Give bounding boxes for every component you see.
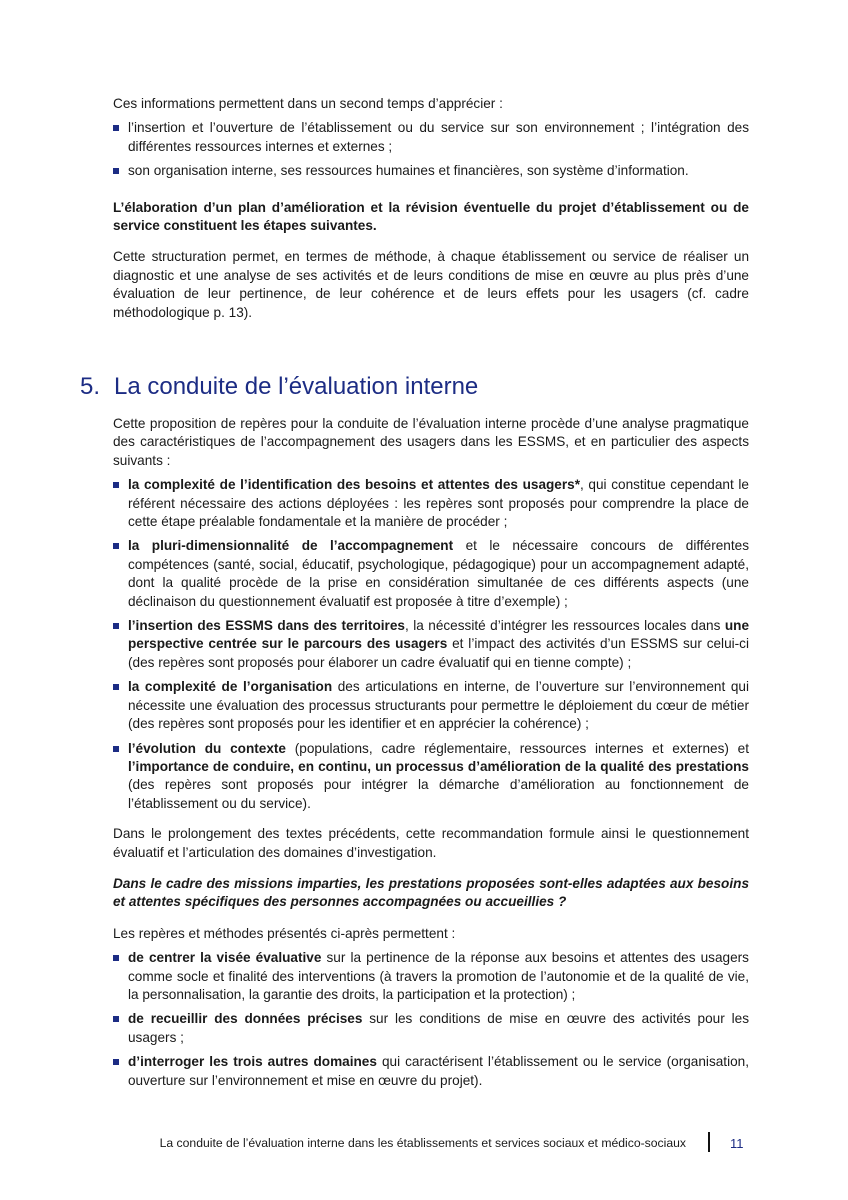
square-bullet-icon [113, 543, 119, 549]
square-bullet-icon [113, 746, 119, 752]
list-item: la pluri-dimensionnalité de l’accompagnement et le nécessaire concours de différentes compétences (santé, social, éducatif, psychologique, pédagogique) pour un accompagnement adapté, dont la qualité procède de la prise en considération simultanée de ces différents aspects (une déclinaison du questionnement évaluatif est proposée à titre d’exemple) ; [113, 537, 749, 611]
list-item: l’insertion des ESSMS dans des territoires, la nécessité d’intégrer les ressources locales dans une perspective centrée sur le parcours des usagers et l’impact des activités d’un ESSMS sur celui-ci (des repères sont proposés pour élaborer un cadre évaluatif qui en tienne compte) ; [113, 617, 749, 672]
page-number: 11 [730, 1136, 744, 1151]
bold-paragraph: L’élaboration d’un plan d’amélioration et la révision éventuelle du projet d’établissement ou de service constituent les étapes suivantes. [113, 199, 749, 234]
square-bullet-icon [113, 125, 119, 131]
list-item: la complexité de l’organisation des articulations en interne, de l’ouverture sur l’environnement qui nécessite une évaluation des processus structurants pour permettre le déploiement du cœur de métier (des repères sont proposés pour les identifier et en apprécier la cohérence) ; [113, 678, 749, 733]
list-item: de recueillir des données précises sur les conditions de mise en œuvre des activités pour les usagers ; [113, 1010, 749, 1047]
method-bullet-list [113, 949, 749, 1090]
list-item: la complexité de l’identification des besoins et attentes des usagers*, qui constitue cependant le référent nécessaire des actions déployées : les repères sont proposés pour comprendre la place de cette étape préalable fondamentale et la manière de procéder ; [113, 476, 749, 531]
footer-divider [708, 1132, 710, 1152]
square-bullet-icon [113, 1059, 119, 1065]
section-number: 5. [80, 373, 101, 400]
section-title: La conduite de l’évaluation interne [114, 373, 479, 400]
square-bullet-icon [113, 168, 119, 174]
section-bullet-list [113, 476, 749, 813]
intro-lead: Ces informations permettent dans un second temps d’apprécier : [113, 96, 503, 111]
square-bullet-icon [113, 1016, 119, 1022]
section-body [113, 415, 749, 1096]
key-question: Dans le cadre des missions imparties, les prestations proposées sont-elles adaptées aux besoins et attentes spécifiques des personnes accompagnées ou accueillies ? [113, 875, 749, 910]
section-intro: Cette proposition de repères pour la conduite de l’évaluation interne procède d’une analyse pragmatique des caractéristiques de l’accompagnement des usagers dans les ESSMS, et en particulier des aspects suivants : [113, 416, 749, 468]
intro-bullet-list [113, 119, 749, 180]
square-bullet-icon [113, 623, 119, 629]
page-footer [0, 1136, 848, 1156]
list-item: de centrer la visée évaluative sur la pertinence de la réponse aux besoins et attentes des usagers comme socle et finalité des interventions (à travers la promotion de l’autonomie et de la qualité de vie, la personnalisation, la garantie des droits, la participation et la protection) ; [113, 949, 749, 1004]
list-item: son organisation interne, ses ressources humaines et financières, son système d’information. [113, 162, 749, 180]
page-body [113, 95, 749, 322]
square-bullet-icon [113, 482, 119, 488]
square-bullet-icon [113, 955, 119, 961]
square-bullet-icon [113, 684, 119, 690]
footer-title: La conduite de l’évaluation interne dans les établissements et services sociaux et médico-sociaux [159, 1136, 686, 1150]
list-item: l’insertion et l’ouverture de l’établissement ou du service sur son environnement ; l’intégration des différentes ressources internes et externes ; [113, 119, 749, 156]
list-item: l’évolution du contexte (populations, cadre réglementaire, ressources internes et externes) et l’importance de conduire, en continu, un processus d’amélioration de la qualité des prestations (des repères sont proposés pour intégrer la démarche d’amélioration au fonctionnement de l’établissement ou du service). [113, 740, 749, 814]
section-lead: Les repères et méthodes présentés ci-après permettent : [113, 925, 456, 941]
intro-paragraph: Cette structuration permet, en termes de méthode, à chaque établissement ou service de réaliser un diagnostic et une analyse de ses activités et de leurs conditions de mise en œuvre au plus près d’une évaluation de leur pertinence, de leur cohérence et de leurs effets pour les usagers (cf. cadre méthodologique p. 13). [113, 249, 749, 320]
section-paragraph: Dans le prolongement des textes précédents, cette recommandation formule ainsi le questionnement évaluatif et l’articulation des domaines d’investigation. [113, 826, 749, 860]
section-heading [80, 372, 478, 402]
list-item: d’interroger les trois autres domaines qui caractérisent l’établissement ou le service (organisation, ouverture sur l’environnement et mise en œuvre du projet). [113, 1053, 749, 1090]
